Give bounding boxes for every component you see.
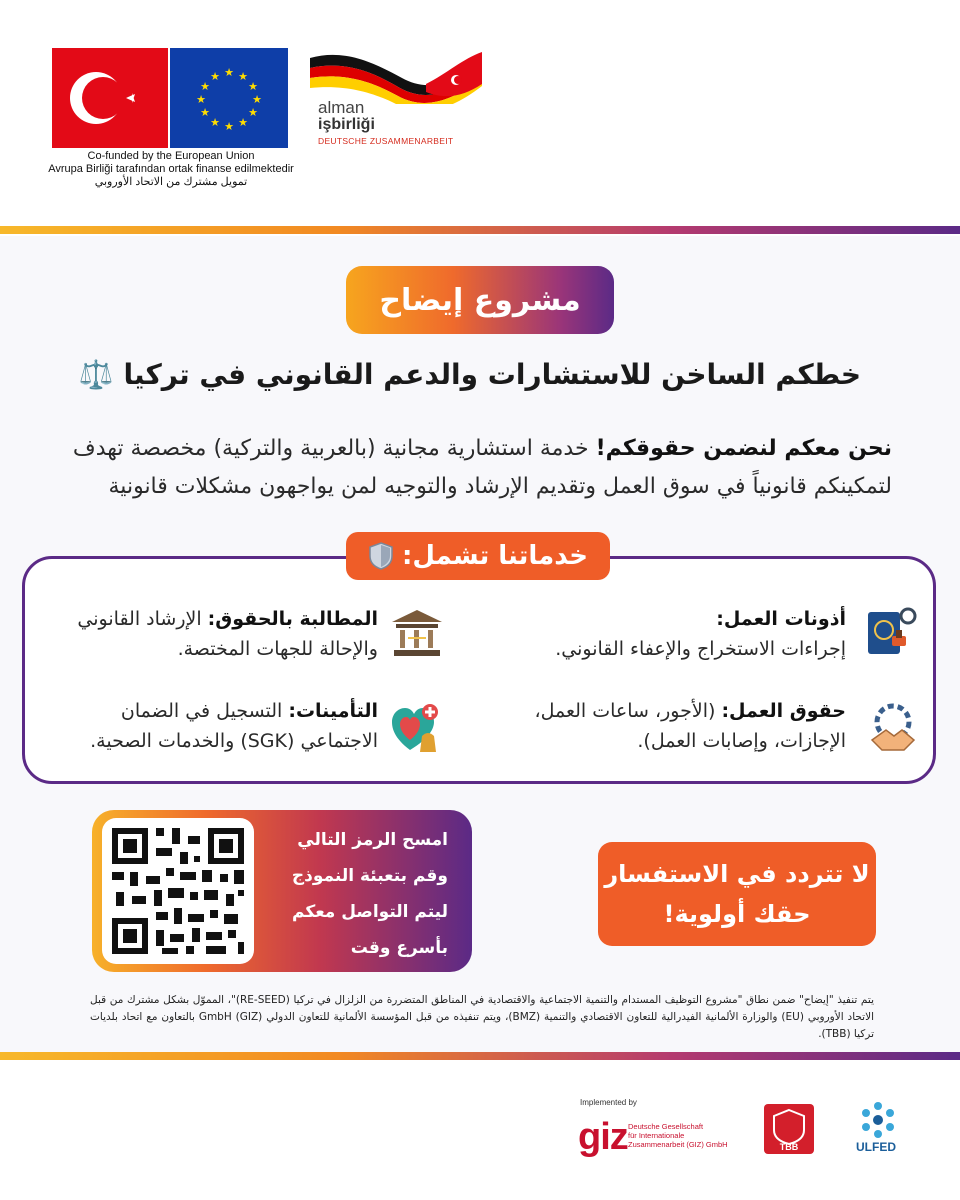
service-rights-claim bbox=[28, 604, 378, 664]
giz-sub-3: Zusammenarbeit (GIZ) GmbH bbox=[628, 1140, 728, 1149]
bottom-gradient-stripe bbox=[0, 1052, 960, 1060]
labor-rights-line1: (الأجور، ساعات العمل، bbox=[534, 700, 722, 722]
rights-claim-line2: والإحالة للجهات المختصة. bbox=[177, 638, 378, 660]
svg-text:★: ★ bbox=[200, 106, 210, 119]
cofund-caption bbox=[40, 150, 302, 189]
svg-text:★: ★ bbox=[238, 70, 248, 83]
giz-sub-2: für Internationale bbox=[628, 1131, 685, 1140]
isbirligi-text: işbirliği bbox=[318, 116, 375, 133]
intro-paragraph bbox=[60, 430, 892, 506]
insurance-line1: التسجيل في الضمان bbox=[120, 700, 289, 722]
services-label-text: خدماتنا تشمل: bbox=[401, 541, 589, 571]
cta-line-1: لا تتردد في الاستفسار bbox=[604, 860, 870, 888]
handshake-gear-icon bbox=[864, 700, 922, 758]
svg-text:★: ★ bbox=[252, 93, 262, 106]
cta-line-2: حقك أولوية! bbox=[663, 900, 811, 928]
ulfed-text: ULFED bbox=[856, 1140, 896, 1154]
headline: خطكم الساخن للاستشارات والدعم القانوني في تركيا ⚖️ bbox=[78, 358, 862, 391]
qr-code-image bbox=[102, 818, 254, 964]
qr-line-3: ليتم التواصل معكم bbox=[291, 902, 448, 922]
intro-bold: نحن معكم لنضمن حقوقكم! bbox=[595, 436, 892, 461]
implemented-by-label: Implemented by bbox=[580, 1098, 637, 1107]
alman-text: alman bbox=[318, 98, 365, 117]
giz-logo: giz bbox=[578, 1116, 628, 1158]
qr-line-4: بأسرع وقت bbox=[350, 938, 448, 958]
service-insurance bbox=[28, 696, 378, 756]
partner-footer bbox=[0, 1062, 960, 1200]
qr-line-1: امسح الرمز التالي bbox=[297, 830, 448, 850]
funding-footnote: يتم تنفيذ "إيضاح" ضمن نطاق "مشروع التوظيف المستدام والتنمية الاجتماعية والاقتصادية في المناطق المتضررة من الزلزال في تركيا (RE-SEED)"، المموّل بشكل مشترك من قبل الاتحاد الأوروبي (EU) والوزارة الألمانية الفيدرالية للتعاون الاقتصادي والتنمية (BMZ)، ويتم تنفيذه من قبل المؤسسة الألمانية للتعاون الدولي GmbH (GIZ) بالتعاون مع اتحاد بلديات تركيا (TBB). bbox=[90, 994, 875, 1040]
insurance-line2: الاجتماعي (SGK) والخدمات الصحية. bbox=[90, 730, 378, 752]
svg-text:★: ★ bbox=[248, 106, 258, 119]
deutsche-zusammenarbeit-text: DEUTSCHE ZUSAMMENARBEIT bbox=[318, 136, 454, 146]
insurance-title: التأمينات: bbox=[288, 700, 378, 722]
courthouse-icon bbox=[388, 604, 446, 662]
cofund-tr: Avrupa Birliği tarafından ortak finanse edilmektedir bbox=[48, 163, 294, 175]
turkey-flag bbox=[52, 48, 168, 148]
cta-box bbox=[598, 842, 876, 946]
svg-text:★: ★ bbox=[224, 120, 234, 133]
alman-isbirligi-wave-logo bbox=[306, 44, 486, 104]
giz-subtitle bbox=[628, 1122, 728, 1149]
eu-flag bbox=[170, 48, 288, 148]
health-insurance-icon bbox=[388, 700, 446, 758]
service-work-permits bbox=[496, 604, 846, 664]
intro-line2: لتمكينكم قانونياً في سوق العمل وتقديم الإرشاد والتوجيه لمن يواجهون مشكلات قانونية bbox=[108, 474, 892, 499]
services-label bbox=[346, 532, 610, 580]
labor-rights-title: حقوق العمل: bbox=[721, 700, 846, 722]
giz-sub-1: Deutsche Gesellschaft bbox=[628, 1122, 704, 1131]
qr-line-2: وقم بتعبئة النموذج bbox=[291, 866, 448, 886]
svg-text:★: ★ bbox=[248, 80, 258, 93]
cofund-ar: تمويل مشترك من الاتحاد الأوروبي bbox=[94, 176, 248, 188]
passport-stamp-icon bbox=[862, 602, 920, 660]
labor-rights-line2: الإجازات، وإصابات العمل). bbox=[637, 730, 846, 752]
rights-claim-title: المطالبة بالحقوق: bbox=[207, 608, 378, 630]
tbb-text: TBB bbox=[779, 1142, 799, 1152]
ulfed-emblem-icon bbox=[858, 1100, 898, 1140]
svg-text:★: ★ bbox=[196, 93, 206, 106]
svg-text:★: ★ bbox=[210, 70, 220, 83]
svg-text:★: ★ bbox=[210, 116, 220, 129]
rights-claim-line1: الإرشاد القانوني bbox=[77, 608, 208, 630]
top-gradient-stripe bbox=[0, 226, 960, 234]
cofund-en: Co-funded by the European Union bbox=[87, 150, 255, 162]
project-title-pill: مشروع إيضاح bbox=[346, 266, 614, 334]
intro-line1: خدمة استشارية مجانية (بالعربية والتركية) مخصصة تهدف bbox=[72, 436, 596, 461]
svg-text:★: ★ bbox=[238, 116, 248, 129]
service-labor-rights bbox=[496, 696, 846, 756]
work-permits-title: أذونات العمل: bbox=[716, 608, 846, 630]
svg-text:★: ★ bbox=[200, 80, 210, 93]
work-permits-desc: إجراءات الاستخراج والإعفاء القانوني. bbox=[555, 638, 846, 660]
qr-code[interactable] bbox=[102, 818, 254, 964]
svg-text:★: ★ bbox=[224, 66, 234, 79]
shield-icon bbox=[368, 541, 394, 571]
qr-instructions bbox=[262, 822, 448, 966]
